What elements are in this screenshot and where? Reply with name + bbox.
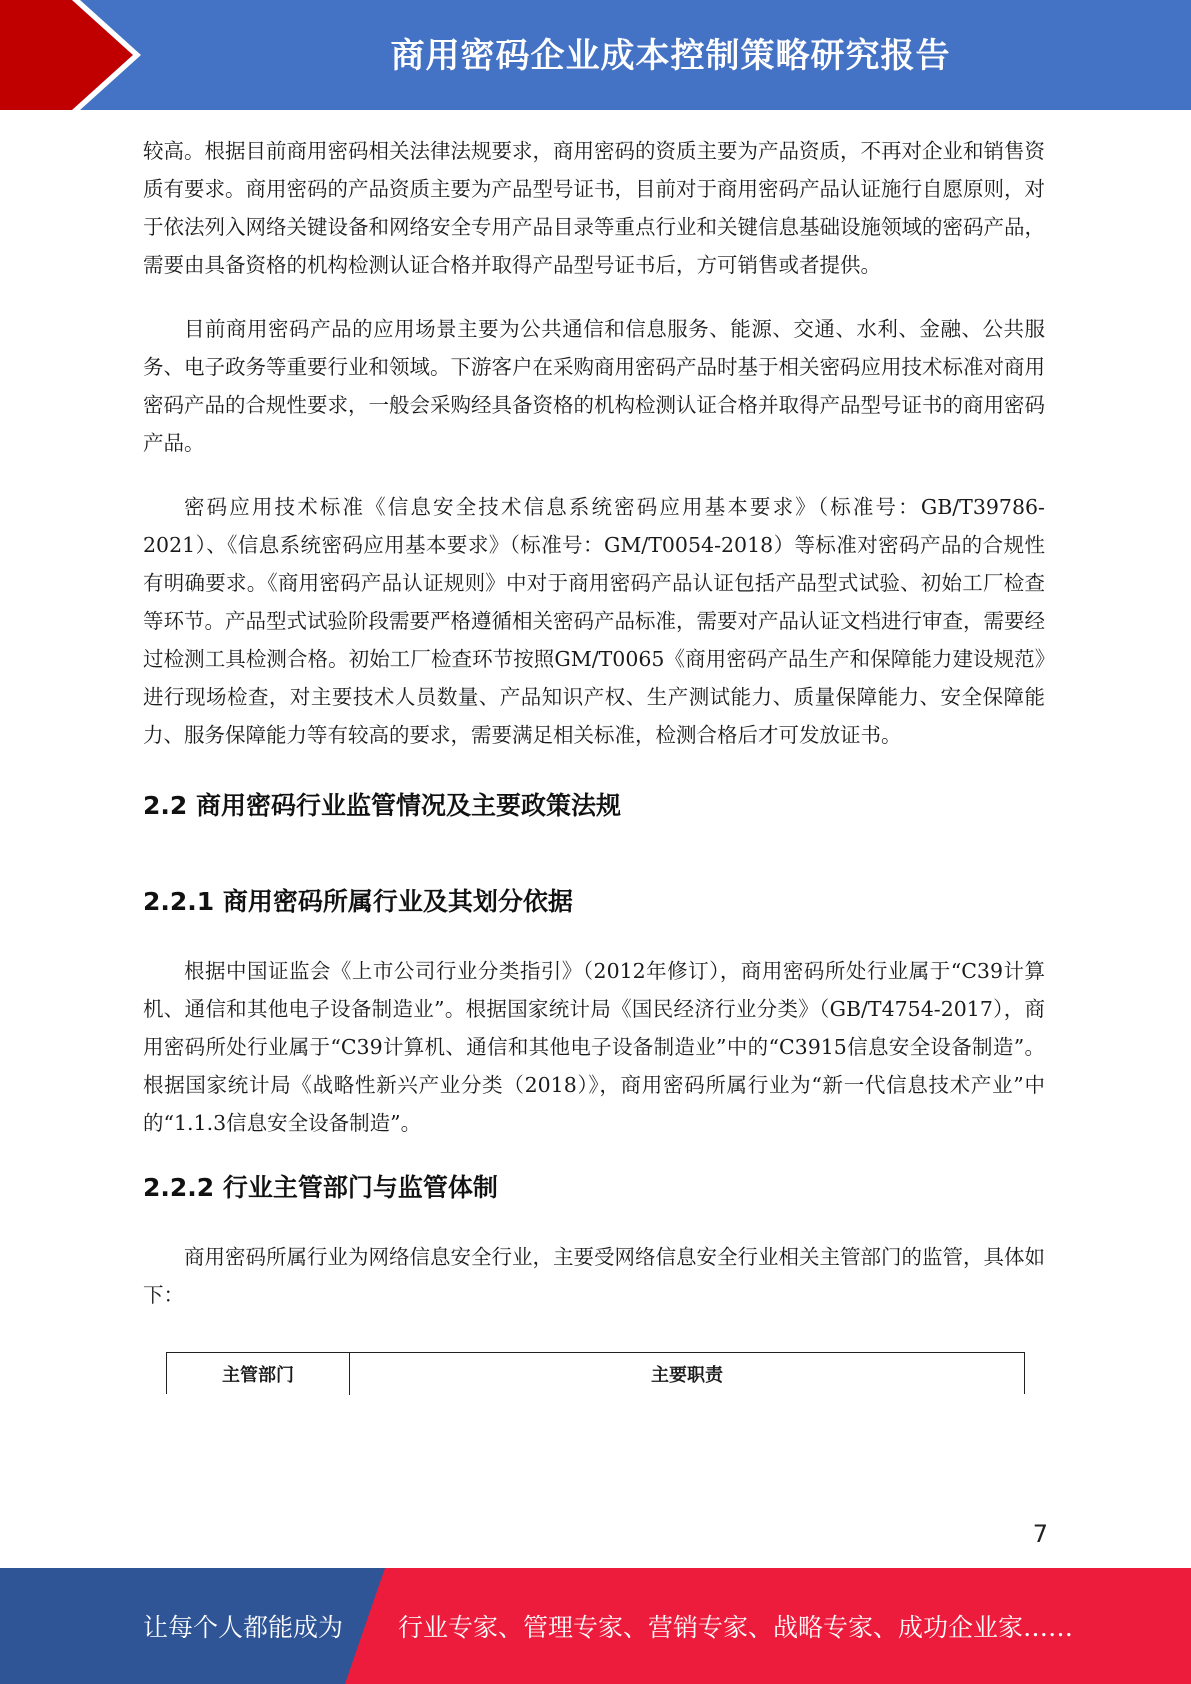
section-heading-2-2-2: 2.2.2 行业主管部门与监管体制	[143, 1173, 498, 1202]
regulator-table	[166, 1352, 1025, 1394]
footer-slogan-right: 行业专家、管理专家、营销专家、战略专家、成功企业家……	[398, 1613, 1074, 1642]
page-footer	[0, 1568, 1191, 1684]
table-header-cell-duties	[350, 1353, 1024, 1395]
paragraph-technical-standards: 密码应用技术标准《信息安全技术信息系统密码应用基本要求》（标准号：GB/T39786-2021）、《信息系统密码应用基本要求》（标准号：GM/T0054-2018）等标准对密码产品的合规性有明确要求。《商用密码产品认证规则》中对于商用密码产品认证包括产品型式试验、初始工厂检查等环节。产品型式试验阶段需要严格遵循相关密码产品标准，需要对产品认证文档进行审查，需要经过检测工具检测合格。初始工厂检查环节按照GM/T0065《商用密码产品生产和保障能力建设规范》进行现场检查，对主要技术人员数量、产品知识产权、生产测试能力、质量保障能力、安全保障能力、服务保障能力等有较高的要求，需要满足相关标准，检测合格后才可发放证书。	[143, 495, 1045, 747]
paragraph-qualification: 较高。根据目前商用密码相关法律法规要求，商用密码的资质主要为产品资质，不再对企业和销售资质有要求。商用密码的产品资质主要为产品型号证书，目前对于商用密码产品认证施行自愿原则，对于依法列入网络关键设备和网络安全专用产品目录等重点行业和关键信息基础设施领域的密码产品，需要由具备资格的机构检测认证合格并取得产品型号证书后，方可销售或者提供。	[143, 139, 1045, 277]
paragraph-regulators-intro: 商用密码所属行业为网络信息安全行业，主要受网络信息安全行业相关主管部门的监管，具体如下：	[143, 1245, 1045, 1307]
table-header-cell-department	[167, 1353, 350, 1395]
page-header	[0, 0, 1191, 110]
main-content	[143, 132, 1045, 1314]
table-header-duties: 主要职责	[651, 1365, 723, 1386]
paragraph-application-scenarios: 目前商用密码产品的应用场景主要为公共通信和信息服务、能源、交通、水利、金融、公共服务、电子政务等重要行业和领域。下游客户在采购商用密码产品时基于相关密码应用技术标准对商用密码产品的合规性要求，一般会采购经具备资格的机构检测认证合格并取得产品型号证书的商用密码产品。	[143, 317, 1045, 455]
section-heading-2-2-1: 2.2.1 商用密码所属行业及其划分依据	[143, 887, 573, 916]
table-header-department: 主管部门	[222, 1365, 294, 1386]
page-number: 7	[1032, 1520, 1048, 1548]
section-heading-2-2: 2.2 商用密码行业监管情况及主要政策法规	[143, 791, 621, 820]
footer-slogan-left: 让每个人都能成为	[143, 1613, 344, 1642]
paragraph-industry-classification: 根据中国证监会《上市公司行业分类指引》（2012年修订），商用密码所处行业属于“C39计算机、通信和其他电子设备制造业”。根据国家统计局《国民经济行业分类》（GB/T4754-2017），商用密码所处行业属于“C39计算机、通信和其他电子设备制造业”中的“C3915信息安全设备制造”。根据国家统计局《战略性新兴产业分类（2018）》，商用密码所属行业为“新一代信息技术产业”中的“1.1.3信息安全设备制造”。	[143, 959, 1045, 1135]
report-title: 商用密码企业成本控制策略研究报告	[390, 36, 951, 76]
